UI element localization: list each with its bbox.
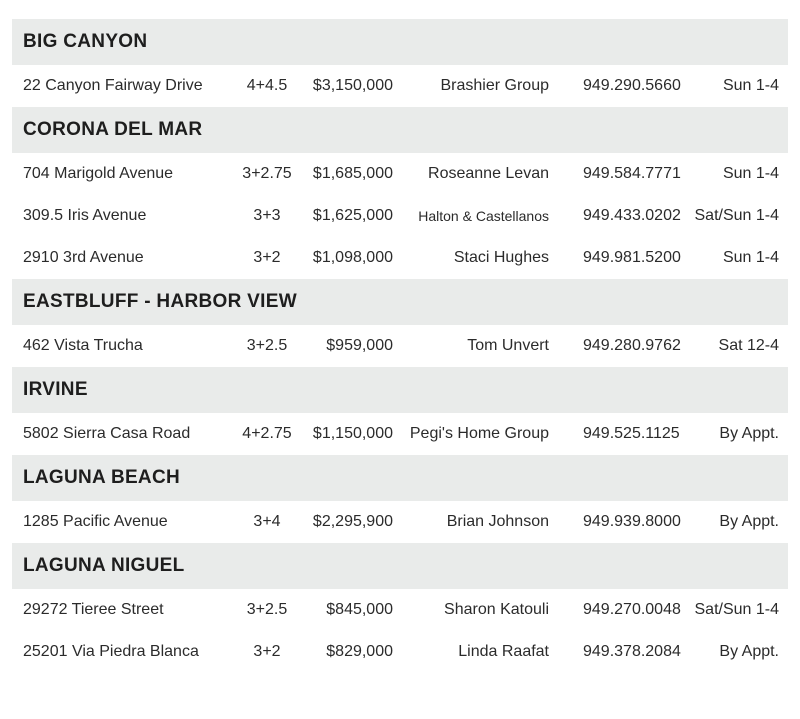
listing-price: $845,000 bbox=[326, 601, 393, 618]
section-header: EASTBLUFF - HARBOR VIEW bbox=[12, 279, 788, 325]
listing-row bbox=[12, 589, 788, 631]
listing-open-time: Sat 12-4 bbox=[718, 337, 779, 354]
section-corona-del-mar bbox=[12, 107, 788, 279]
listing-phone: 949.525.1125 bbox=[583, 425, 680, 442]
listing-row bbox=[12, 237, 788, 279]
listing-price: $3,150,000 bbox=[312, 77, 393, 94]
listing-address: 5802 Sierra Casa Road bbox=[23, 425, 191, 442]
listing-beds-baths: 4+2.75 bbox=[242, 425, 292, 442]
listing-open-time: By Appt. bbox=[719, 643, 779, 660]
listing-beds-baths: 4+4.5 bbox=[246, 77, 288, 94]
listing-agent: Brashier Group bbox=[440, 77, 549, 94]
listing-beds-baths: 3+2 bbox=[253, 249, 281, 266]
listing-agent: Tom Unvert bbox=[467, 337, 549, 354]
section-laguna-beach bbox=[12, 455, 788, 543]
section-header: BIG CANYON bbox=[12, 19, 788, 65]
listing-open-time: Sat/Sun 1-4 bbox=[694, 601, 779, 618]
listing-beds-baths: 3+3 bbox=[253, 207, 281, 224]
listing-phone: 949.584.7771 bbox=[583, 165, 681, 182]
listing-agent: Pegi's Home Group bbox=[409, 425, 549, 442]
listing-agent: Sharon Katouli bbox=[444, 601, 549, 618]
listing-open-time: Sun 1-4 bbox=[722, 249, 779, 266]
listing-row bbox=[12, 501, 788, 543]
section-irvine bbox=[12, 367, 788, 455]
listing-price: $1,685,000 bbox=[312, 165, 393, 182]
listing-price: $2,295,900 bbox=[312, 513, 393, 530]
listing-row bbox=[12, 631, 788, 673]
listing-phone: 949.378.2084 bbox=[583, 643, 681, 660]
listing-price: $1,625,000 bbox=[312, 207, 393, 224]
listing-price: $1,150,000 bbox=[312, 425, 393, 442]
listing-agent: Linda Raafat bbox=[458, 643, 549, 660]
section-eastbluff-harbor-view bbox=[12, 279, 788, 367]
listing-address: 309.5 Iris Avenue bbox=[23, 207, 147, 224]
listing-price: $959,000 bbox=[326, 337, 393, 354]
listing-address: 704 Marigold Avenue bbox=[23, 165, 174, 182]
listing-price: $1,098,000 bbox=[312, 249, 393, 266]
listing-row bbox=[12, 325, 788, 367]
listing-open-time: Sun 1-4 bbox=[722, 77, 779, 94]
listing-phone: 949.981.5200 bbox=[583, 249, 681, 266]
open-house-listings bbox=[12, 19, 788, 673]
section-header: CORONA DEL MAR bbox=[12, 107, 788, 153]
listing-beds-baths: 3+2.5 bbox=[246, 337, 288, 354]
listing-address: 25201 Via Piedra Blanca bbox=[23, 643, 199, 660]
listing-address: 22 Canyon Fairway Drive bbox=[23, 77, 203, 94]
listing-beds-baths: 3+2.5 bbox=[246, 601, 288, 618]
listing-address: 462 Vista Trucha bbox=[23, 337, 143, 354]
listing-beds-baths: 3+2.75 bbox=[242, 165, 292, 182]
listing-address: 1285 Pacific Avenue bbox=[23, 513, 168, 530]
listing-row bbox=[12, 153, 788, 195]
listing-beds-baths: 3+2 bbox=[253, 643, 281, 660]
listing-agent: Staci Hughes bbox=[453, 249, 549, 266]
listing-open-time: By Appt. bbox=[719, 425, 779, 442]
section-laguna-niguel bbox=[12, 543, 788, 673]
section-header: LAGUNA BEACH bbox=[12, 455, 788, 501]
listing-open-time: Sun 1-4 bbox=[722, 165, 779, 182]
listing-phone: 949.270.0048 bbox=[583, 601, 681, 618]
listing-agent: Brian Johnson bbox=[446, 513, 549, 530]
listing-price: $829,000 bbox=[326, 643, 393, 660]
listing-phone: 949.290.5660 bbox=[583, 77, 681, 94]
listing-phone: 949.939.8000 bbox=[583, 513, 681, 530]
listing-row bbox=[12, 195, 788, 237]
listing-row bbox=[12, 413, 788, 455]
listing-beds-baths: 3+4 bbox=[253, 513, 281, 530]
listing-phone: 949.433.0202 bbox=[583, 207, 681, 224]
listing-address: 2910 3rd Avenue bbox=[23, 249, 144, 266]
listing-row bbox=[12, 65, 788, 107]
listing-agent: Halton & Castellanos bbox=[418, 208, 549, 224]
section-header: IRVINE bbox=[12, 367, 788, 413]
listing-phone: 949.280.9762 bbox=[583, 337, 681, 354]
listing-open-time: By Appt. bbox=[719, 513, 779, 530]
section-header: LAGUNA NIGUEL bbox=[12, 543, 788, 589]
listing-address: 29272 Tieree Street bbox=[23, 601, 164, 618]
listing-open-time: Sat/Sun 1-4 bbox=[694, 207, 779, 224]
listing-agent: Roseanne Levan bbox=[428, 165, 549, 182]
section-big-canyon bbox=[12, 19, 788, 107]
